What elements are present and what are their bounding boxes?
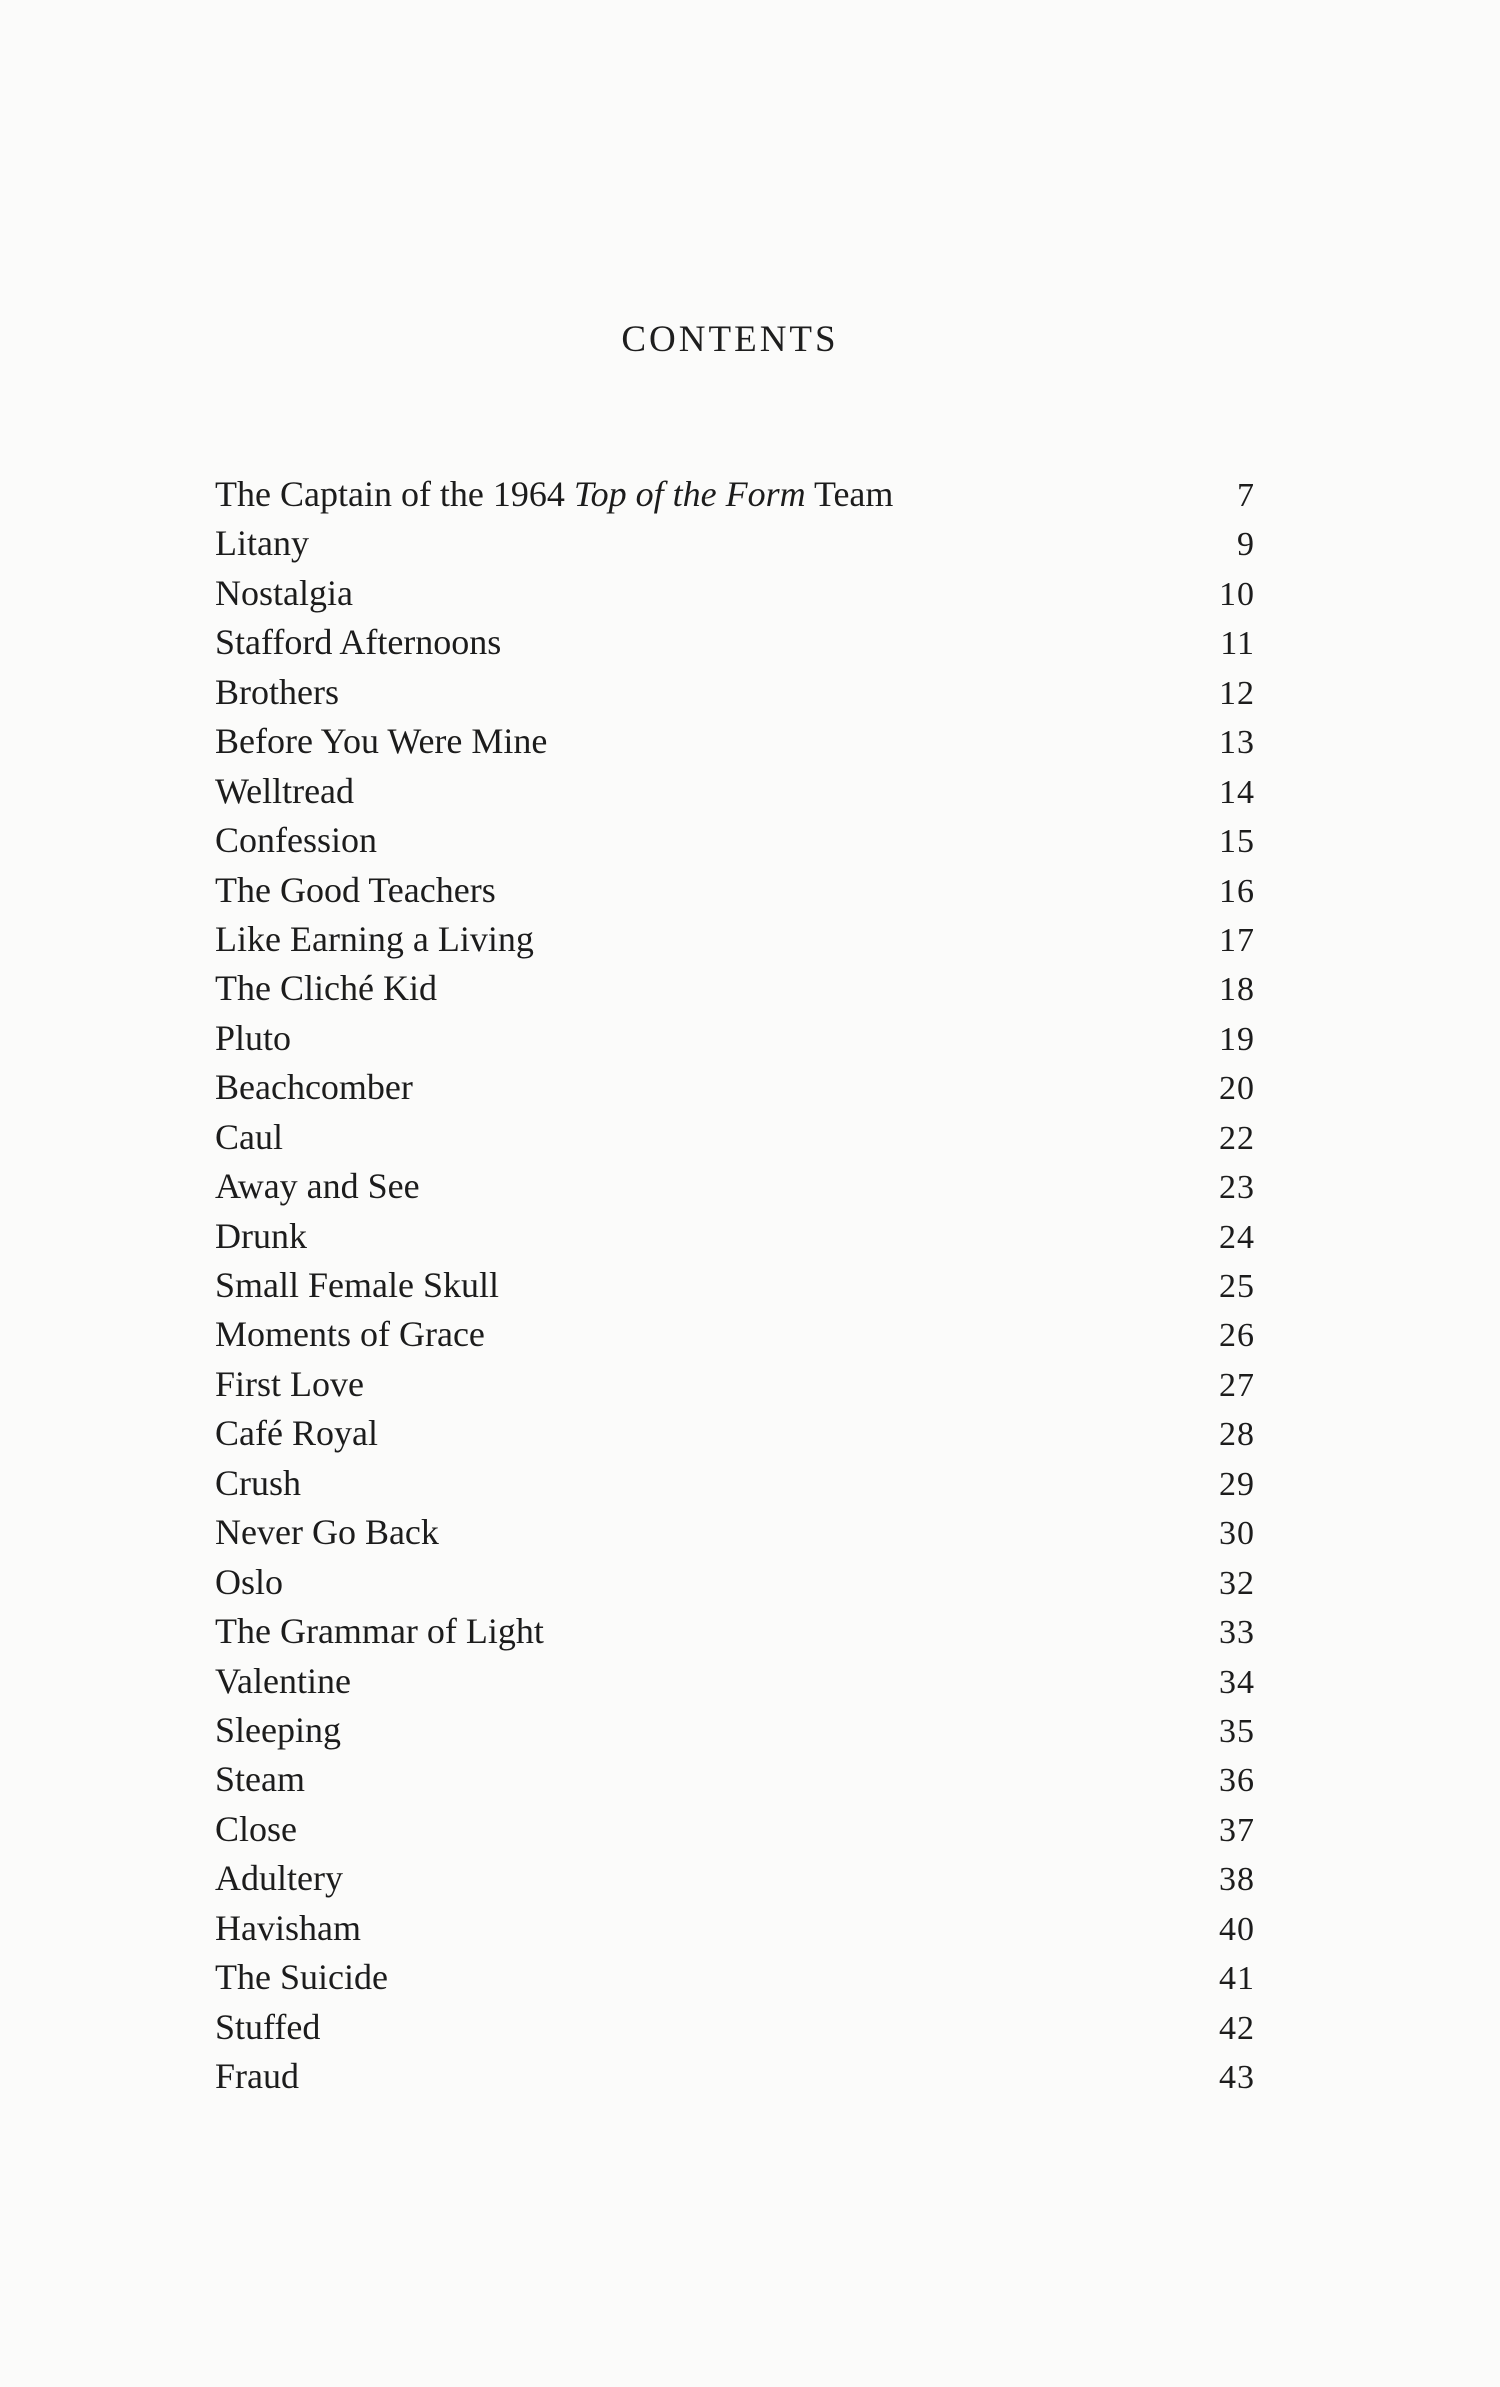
toc-entry-title: Crush <box>215 1462 302 1503</box>
toc-entry-title: Moments of Grace <box>215 1314 485 1355</box>
toc-entry-page-number: 23 <box>1219 1169 1255 1207</box>
toc-entry-title: Oslo <box>215 1561 284 1602</box>
toc-entry-page-number: 30 <box>1219 1515 1255 1553</box>
toc-entry-title: Small Female Skull <box>215 1265 499 1305</box>
toc-entry-page-number: 12 <box>1219 674 1255 712</box>
toc-entry <box>215 569 1255 618</box>
toc-entry <box>215 1904 1255 1953</box>
toc-entry <box>215 717 1255 766</box>
toc-entry-page-number: 25 <box>1219 1268 1255 1305</box>
toc-entry-title: The Grammar of Light <box>215 1611 544 1652</box>
toc-entry <box>215 618 1255 667</box>
toc-entry <box>215 1063 1255 1112</box>
toc-entry-page-number: 28 <box>1219 1416 1255 1454</box>
toc-entry-page-number: 38 <box>1219 1861 1255 1899</box>
toc-entry <box>215 866 1255 915</box>
toc-entry-title: Close <box>215 1808 298 1849</box>
table-of-contents <box>215 470 1255 2101</box>
toc-entry <box>215 1854 1255 1903</box>
toc-entry <box>215 1459 1255 1508</box>
toc-entry-title: Havisham <box>215 1907 361 1948</box>
toc-entry-page-number: 10 <box>1219 575 1255 613</box>
toc-entry-page-number: 9 <box>1237 526 1255 564</box>
toc-entry <box>215 470 1255 519</box>
toc-entry <box>215 1953 1255 2002</box>
toc-entry-title: The Good Teachers <box>215 869 496 910</box>
toc-entry-title: Confession <box>215 820 377 861</box>
toc-entry-page-number: 7 <box>1237 477 1255 514</box>
toc-entry <box>215 915 1255 964</box>
toc-entry-title: Drunk <box>215 1215 307 1256</box>
toc-entry-title: Steam <box>215 1759 305 1800</box>
toc-entry-title: Valentine <box>215 1660 351 1701</box>
toc-entry-title: Like Earning a Living <box>215 918 534 959</box>
toc-entry-title: Stafford Afternoons <box>215 622 502 663</box>
toc-entry-title: First Love <box>215 1363 364 1404</box>
toc-entry-title: Away and See <box>215 1166 420 1207</box>
toc-entry <box>215 2052 1255 2101</box>
toc-entry-page-number: 33 <box>1219 1614 1255 1652</box>
toc-entry <box>215 1162 1255 1211</box>
toc-entry-title: Fraud <box>215 2056 299 2096</box>
toc-entry-title <box>215 470 1237 519</box>
toc-entry-page-number: 35 <box>1219 1712 1255 1750</box>
toc-entry <box>215 1113 1255 1162</box>
toc-entry <box>215 1706 1255 1755</box>
toc-entry-page-number: 22 <box>1219 1119 1255 1157</box>
toc-entry-page-number: 13 <box>1219 724 1255 762</box>
toc-entry-title: Welltread <box>215 770 355 811</box>
toc-entry <box>215 2003 1255 2052</box>
toc-entry-page-number: 19 <box>1219 1020 1255 1058</box>
toc-title-part: The Captain of the 1964 <box>215 474 574 514</box>
toc-entry-title: Café Royal <box>215 1413 378 1454</box>
toc-entry <box>215 1558 1255 1607</box>
toc-entry <box>215 1014 1255 1063</box>
toc-entry <box>215 1360 1255 1409</box>
toc-entry-page-number: 43 <box>1219 2059 1255 2096</box>
toc-entry <box>215 668 1255 717</box>
toc-entry <box>215 1310 1255 1359</box>
toc-entry-title: Stuffed <box>215 2006 321 2047</box>
toc-entry <box>215 1508 1255 1557</box>
toc-entry-page-number: 40 <box>1219 1910 1255 1948</box>
toc-entry-title: Sleeping <box>215 1709 341 1750</box>
toc-entry-page-number: 26 <box>1219 1317 1255 1355</box>
toc-entry-page-number: 20 <box>1219 1070 1255 1108</box>
toc-entry-page-number: 11 <box>1220 625 1255 663</box>
toc-entry-page-number: 32 <box>1219 1564 1255 1602</box>
toc-entry-page-number: 34 <box>1219 1663 1255 1701</box>
toc-entry-page-number: 16 <box>1219 872 1255 910</box>
toc-entry-page-number: 42 <box>1219 2009 1255 2047</box>
toc-entry <box>215 519 1255 568</box>
toc-entry-page-number: 15 <box>1219 823 1255 861</box>
toc-entry-title: Before You Were Mine <box>215 721 548 762</box>
toc-entry-title: The Cliché Kid <box>215 968 437 1009</box>
toc-entry-title: Never Go Back <box>215 1512 439 1553</box>
toc-entry-title: Adultery <box>215 1858 343 1899</box>
toc-entry-title: Nostalgia <box>215 572 353 613</box>
toc-entry <box>215 816 1255 865</box>
toc-entry-page-number: 14 <box>1219 773 1255 811</box>
toc-entry-page-number: 18 <box>1219 971 1255 1009</box>
toc-entry-title: Pluto <box>215 1017 292 1058</box>
toc-entry-page-number: 17 <box>1219 921 1255 959</box>
toc-entry-title: Brothers <box>215 671 339 712</box>
toc-entry <box>215 767 1255 816</box>
toc-entry <box>215 1755 1255 1804</box>
toc-title-italic: Top of the Form <box>573 474 806 514</box>
toc-title-part: Team <box>805 474 894 514</box>
toc-entry-page-number: 27 <box>1219 1366 1255 1404</box>
toc-entry-page-number: 36 <box>1219 1762 1255 1800</box>
toc-entry <box>215 964 1255 1013</box>
toc-entry-page-number: 41 <box>1219 1960 1255 1998</box>
contents-heading: CONTENTS <box>621 319 839 360</box>
toc-entry-title: Beachcomber <box>215 1067 413 1108</box>
toc-entry <box>215 1409 1255 1458</box>
toc-entry <box>215 1657 1255 1706</box>
toc-entry-page-number: 29 <box>1219 1465 1255 1503</box>
toc-entry-page-number: 24 <box>1219 1218 1255 1256</box>
toc-entry-title: Caul <box>215 1116 283 1157</box>
toc-entry <box>215 1805 1255 1854</box>
toc-entry-title: The Suicide <box>215 1957 388 1998</box>
toc-entry <box>215 1607 1255 1656</box>
toc-entry <box>215 1212 1255 1261</box>
toc-entry <box>215 1261 1255 1310</box>
toc-entry-title: Litany <box>215 523 309 564</box>
toc-entry-page-number: 37 <box>1219 1811 1255 1849</box>
